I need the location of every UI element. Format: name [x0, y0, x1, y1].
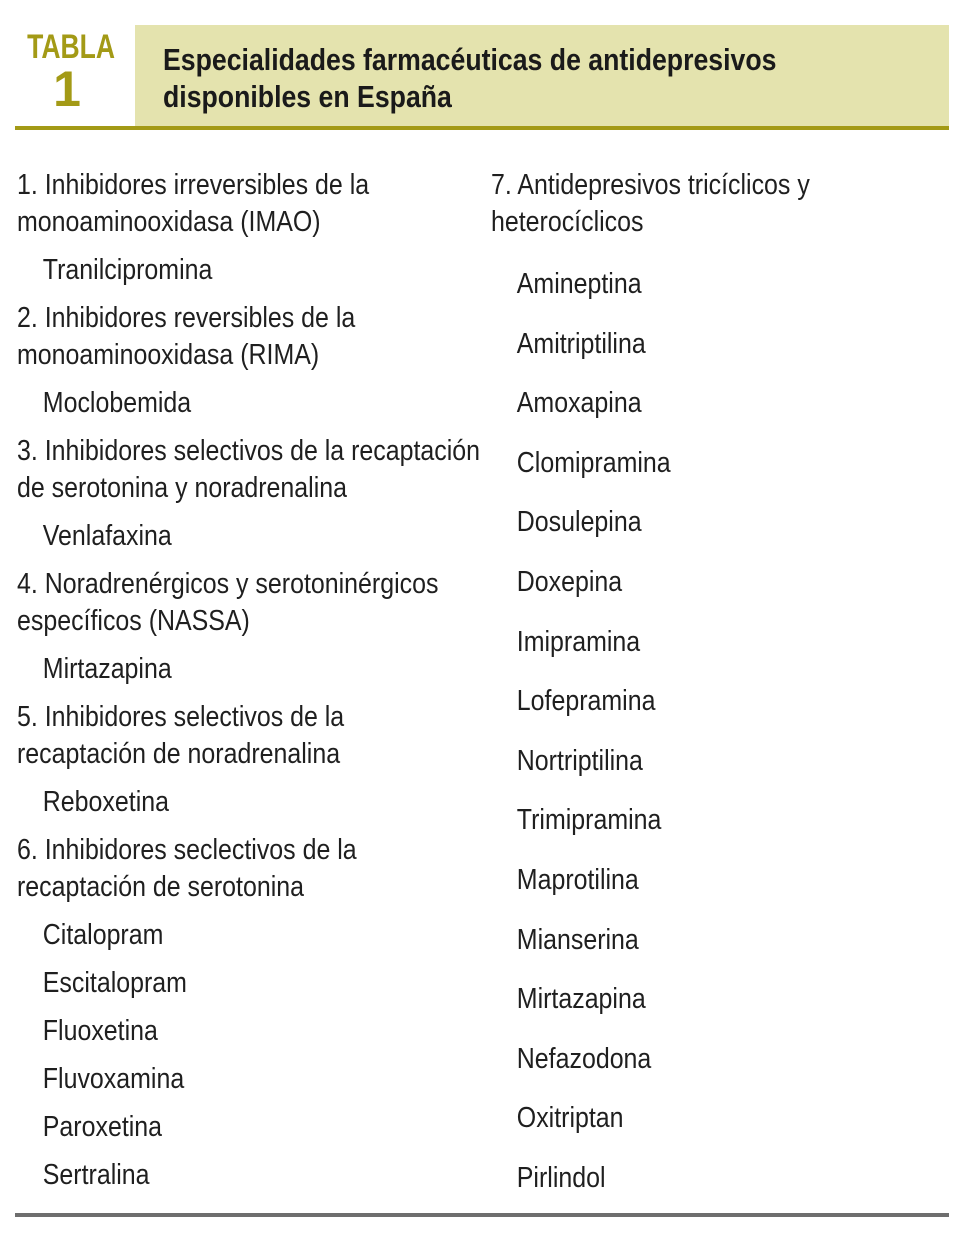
drug-item: Escitalopram: [42, 967, 187, 999]
table-title: Especialidades farmacéuticas de antidepresivos disponibles en España: [163, 42, 777, 114]
drug-item: Amoxapina: [516, 387, 642, 420]
drug-item: Mirtazapina: [42, 653, 172, 685]
drug-item: Citalopram: [42, 919, 164, 951]
drug-item: Mirtazapina: [516, 983, 646, 1016]
left-column: [17, 167, 482, 1205]
drug-item: Doxepina: [516, 565, 623, 598]
table-label-box: [15, 25, 133, 126]
header-divider: [15, 126, 949, 130]
table-header: [15, 25, 949, 126]
category-heading: 4. Noradrenérgicos y serotoninérgicos específicos (NASSA): [17, 568, 439, 637]
drug-item: Fluvoxamina: [42, 1063, 185, 1095]
drug-item: Pirlindol: [516, 1161, 606, 1194]
drug-item: Fluoxetina: [42, 1015, 158, 1047]
drug-item: Reboxetina: [42, 786, 169, 818]
bottom-divider: [15, 1213, 949, 1217]
drug-item: Lofepramina: [516, 685, 656, 718]
drug-item: Maprotilina: [516, 863, 639, 896]
drug-item: Amineptina: [516, 268, 642, 300]
drug-item: Nefazodona: [516, 1042, 652, 1075]
category-heading: 5. Inhibidores selectivos de la recaptación de noradrenalina: [17, 701, 345, 770]
drug-item: Imipramina: [516, 625, 641, 658]
table-label: TABLA: [27, 28, 115, 66]
drug-item: Oxitriptan: [516, 1102, 624, 1135]
drug-item: Clomipramina: [516, 446, 671, 479]
category-heading: 7. Antidepresivos tricíclicos y heterocíclicos: [491, 169, 810, 238]
drug-item: Venlafaxina: [42, 520, 172, 552]
right-column: [491, 167, 941, 1220]
drug-item: Moclobemida: [42, 387, 192, 419]
drug-item: Dosulepina: [516, 506, 642, 539]
table-number: 1: [53, 61, 81, 117]
category-heading: 6. Inhibidores seclectivos de la recaptación de serotonina: [17, 834, 357, 903]
drug-item: Paroxetina: [42, 1111, 163, 1143]
category-heading: 2. Inhibidores reversibles de la monoaminooxidasa (RIMA): [17, 302, 356, 371]
category-heading: 3. Inhibidores selectivos de la recaptación de serotonina y noradrenalina: [17, 435, 481, 504]
drug-item: Amitriptilina: [516, 327, 646, 360]
drug-item: Nortriptilina: [516, 744, 643, 777]
drug-item: Mianserina: [516, 923, 639, 956]
drug-item: Sertralina: [42, 1159, 150, 1191]
category-heading: 1. Inhibidores irreversibles de la monoaminooxidasa (IMAO): [17, 169, 370, 238]
drug-item: Tranilcipromina: [42, 254, 213, 286]
table-title-box: [135, 25, 949, 126]
drug-item: Trimipramina: [516, 804, 662, 837]
